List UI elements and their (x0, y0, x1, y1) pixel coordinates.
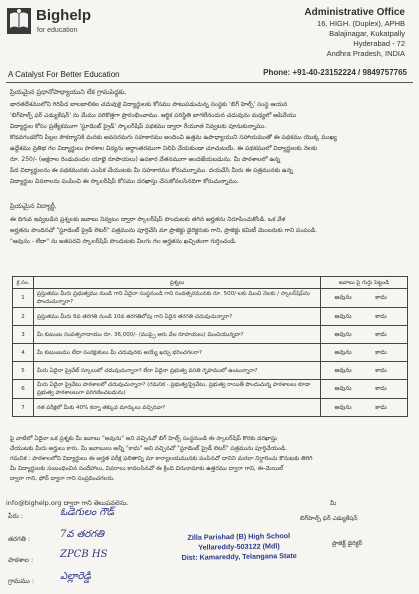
answer-cell (321, 344, 408, 362)
stamp-line: Yellareddy-503122 (Mdl) (198, 541, 280, 552)
class-field-value[interactable]: 7వ తరగతి (60, 529, 105, 540)
body-line: 'బిగ్‌హెల్ప్ ఫర్ ఎడ్యుకేషన్' ను మేము సరికొత్తగా ప్రారంభించాము. ఆర్థిక పరిస్థితి బాగలేనందున చదువును మధ్యలో ఆపివేయు (10, 112, 297, 119)
col-answer-header: జవాబు పై గుర్తు పెట్టండి (321, 277, 408, 289)
table-row (13, 380, 408, 399)
answer-yes[interactable]: అవును (334, 403, 352, 411)
answer-no[interactable]: కాదు (375, 403, 387, 411)
answer-yes[interactable]: అవును (334, 312, 352, 320)
table-row (13, 308, 408, 326)
brand-subtitle: for education (37, 27, 78, 34)
tagline: A Catalyst For Better Education (8, 70, 120, 79)
body-line: విద్యార్థుల వివరాలను పంపించి ఈ స్కాలర్‌షిప్ కోసము దరఖాస్తు చేసుకోవలసినదిగా కోరుచున్నాము. (10, 178, 239, 185)
table-row (13, 344, 408, 362)
address-line: Hyderabad - 72 (353, 39, 405, 48)
village-label: గ్రామము : (8, 577, 35, 585)
answer-yes[interactable]: అవును (334, 366, 352, 374)
question-text: ప్రస్తుతము మీరు 6వ తరగతి నుండి 10వ తరగతిలోపు గాని ఏదైన తరగతి చదువుచున్నారా? (34, 308, 321, 326)
school-label: పాఠశాల : (8, 556, 34, 564)
answer-yes[interactable]: అవును (334, 294, 352, 301)
col-sn-header: క్ర.సం. (13, 277, 34, 289)
name-label: పేరు : (8, 512, 23, 520)
answer-no[interactable]: కాదు (375, 312, 387, 320)
book-logo-icon (6, 6, 32, 36)
table-row (13, 399, 408, 417)
footer-line: పై వాటిలో ఏదైనా ఒక ప్రశ్నకు మీ జవాబు "అవును" అని వచ్చినచో బిగ్ హెల్ప్ సంస్థనుండి ఈ స్కాలర్‌షిప్ కొరకు దరఖాస్తు (10, 436, 277, 442)
table-row (13, 362, 408, 380)
question-text: గత పరీక్షలో మీకు 40% కన్నా తక్కువ మార్కులు వచ్చినవా? (34, 399, 321, 417)
school-stamp (164, 531, 315, 564)
answer-cell (321, 362, 408, 380)
answer-yes[interactable]: అవును (334, 385, 352, 392)
instruction-line: ఈ దిగువ ఇవ్వబడిన ప్రశ్నలకు జవాబు నివ్వటం ద్వారా స్కాలర్‌షిప్ పొందుటకు తగిన అర్హతను నిరూపించుకోండి. ఒక వేళ (10, 216, 286, 223)
body-line: పేద విద్యార్థులను ఈ పథకమునకు ఎంపిక చేయుటకు మీ సహకారము కోరుచున్నాము. దయచేసి మీరు ఈ పత్రమునకు ఉన్న (10, 167, 293, 174)
student-instructions (10, 214, 408, 247)
footer-line: గమనిక : పాఠశాలలోని విద్యార్థులు ఈ అర్హత పరీక్ష ఫలితాన్ని మా కార్యాలయమునకు పంపినచో దానిని మరలా నిర్ధారించు కొనుటకు తిరిగి (10, 456, 313, 462)
closing-word: మీ (330, 500, 337, 507)
answer-cell (321, 326, 408, 344)
office-address (304, 6, 405, 59)
row-number: 4 (13, 344, 34, 362)
row-number: 7 (13, 399, 34, 417)
village-field-value[interactable]: ఎల్లారెడ్డి (60, 571, 91, 582)
contact-email: info@bighelp.org ద్వారా గాని తెలుపవలెను. (6, 499, 129, 507)
body-line: కొడవగండరోని పిల్లల సౌకర్యానికి మనకు అవసరమగు సహకారము అందించి ఉత్తమ ఉపాధ్యాయుని సహాయముతో ఈ పథకము యొక్క ముఖ్య (10, 134, 337, 141)
row-number: 3 (13, 326, 34, 344)
answer-no[interactable]: కాదు (375, 294, 387, 301)
answer-no[interactable]: కాదు (375, 348, 387, 356)
body-line: విద్యార్థుల కోసం ప్రత్యేకముగా 'స్టూడెంట్ ప్రైడ్' స్కాలర్‌షిప్ పథకము ద్వారా రేయూత నివ్వటకు పూనుకున్నాము. (10, 123, 267, 130)
closing-org: బిగ్‌హెల్ప్ ఫర్ ఎడ్యుకేషన్ (300, 515, 358, 522)
row-number: 6 (13, 380, 34, 399)
row-number: 1 (13, 289, 34, 308)
footer-line: మీ విద్యార్థులకు సంబంధించిన సందేహాలు, వివరాలు కావలసినచో ఈ క్రింది చిరునామాకు ఉత్తరము ద్వారా గాని, ఈ-మెయిల్ (10, 466, 284, 472)
row-number: 2 (13, 308, 34, 326)
phone-number: Phone: +91-40-23152224 / 9849757765 (263, 68, 407, 77)
col-question-header: ప్రశ్నలు (34, 277, 321, 289)
table-header-row (13, 277, 408, 289)
answer-yes[interactable]: అవును (334, 348, 352, 356)
eligibility-table (12, 276, 408, 417)
answer-cell (321, 399, 408, 417)
question-text: మీరు ఏదైనా ప్రైవేట్ స్కూలులో చదువుచున్నారా? లేదా ఏదైనా ప్రభుత్వ వసతి గృహములో ఉంటున్నారా? (34, 362, 321, 380)
letter-body (10, 99, 408, 187)
student-greeting: ప్రియమైన విద్యార్థీ, (10, 202, 57, 210)
row-number: 5 (13, 362, 34, 380)
question-text: మీరు ఏదైనా ప్రైవేటు పాఠశాలలో చదువుచున్నారా? (గమనిక - ప్రభుత్వ/ప్రైవేటు, ప్రభుత్వ రాయితీ పొందుచున్న పాఠశాలలు కూడా ప్రభుత్వ పాఠశాలలుగా పరిగణించబడును) (34, 380, 321, 399)
answer-yes[interactable]: అవును (334, 330, 352, 338)
question-text: మీ కుటుంబము లేదా సంరక్షుకులు మీ చదువునకు అయ్యే ఖర్చు భరించగలరా? (34, 344, 321, 362)
bighelp-logo (6, 6, 156, 46)
director-title: ప్రాజెక్ట్ డైరెక్టర్ (332, 540, 363, 547)
answer-cell (321, 308, 408, 326)
footer-notes (10, 434, 408, 484)
footer-line: ద్వారా గాని, ఫోన్ ద్వారా గాని సంప్రదించగలరు. (10, 476, 115, 482)
brand-name: Bighelp (36, 7, 91, 24)
header-divider (6, 82, 413, 83)
class-label: తరగతి : (8, 535, 31, 543)
address-line: 16, HIGH. (Duplex), APHB (317, 19, 405, 28)
stamp-line: Dist: Kamareddy, Telangana State (181, 550, 297, 563)
instruction-line: "ఆవును - లేదా" ను జతపరచి స్కాలర్‌షిప్ పొందుటకు వీలగు గల అర్హతను ఖచ్చితంగా గుర్తించండి. (10, 238, 237, 245)
question-text: ప్రస్తుతము మీరు ప్రభుత్వము నుండి గాని ఏదైనా సంస్థనుండి గాని సంవత్సరమునకు రూ. 500/-లకు మించి నెలకు / స్కాలర్‌షిప్‌ను పొందుచున్నారా? (34, 289, 321, 308)
answer-cell (321, 289, 408, 308)
salutation: ప్రియమైన ప్రధానోపాధ్యాయుని లేక గ్రామపెద్దకు, (10, 88, 127, 96)
name-field-value[interactable]: ఓడెగులం గౌడ్ (60, 507, 115, 518)
address-line: Andhra Pradesh, INDIA (326, 49, 405, 58)
school-field-value[interactable]: ZPCB HS (60, 549, 108, 560)
address-line: Balajinagar, Kukatpally (329, 29, 405, 38)
answer-no[interactable]: కాదు (375, 385, 387, 392)
body-line: ఉద్దేశము ప్రతిభ గల విద్యార్థులు పాఠశాల విద్యను అర్ధాంతరముగా నిలిపి వేయకుండా చూచుటయే. ఈ పథకములో విద్యార్థులకు నెలకు (10, 145, 318, 152)
footer-line: చేయుటకు మీరు అర్హులు కారు. మీ జవాబులు అన్నీ "కాదు" అని వచ్చినచో "స్టూడెంట్ ప్రైడ్ లెటర్" పత్రమును పూర్తిచేయండి. (10, 446, 288, 452)
table-row (13, 289, 408, 308)
table-row (13, 326, 408, 344)
body-line: రూ. 250/- (అక్షరాల రెండువందల యాభై రూపాయలు) ఉపకార వేతనముగా అందజేయబడును. మీ పాఠశాలలో ఉన్న (10, 156, 281, 163)
answer-no[interactable]: కాదు (375, 330, 387, 338)
body-line: భారతదేశములోని గిరిపేద బాలబాలికల చదువుకై విద్యార్థులకు కోసము పాటుపడుచున్న సంస్థకు 'బిగ్ హెల్ప్' సంస్థ ఆయన (10, 101, 288, 108)
stamp-line: Zilla Parishad (B) High School (187, 531, 291, 542)
answer-no[interactable]: కాదు (375, 366, 387, 374)
instruction-line: అర్హతను పొందినచో "స్టూడెంట్ ప్రైడ్ లెటర్" పత్రమును పూర్తిచేసి మా ప్రాజెక్టు డైరెక్టరుకు గాని, ప్రాజెక్టు కమిటీ మెంబరుకు గాని పంపండి. (10, 227, 318, 234)
answer-cell (321, 380, 408, 399)
question-text: మీ కుటుంబ సంవత్సరాదాయం రూ. 36,000/- (ముప్పై ఆరు వేల రూపాయలు) మించియున్నదా? (34, 326, 321, 344)
office-title: Administrative Office (304, 7, 405, 18)
